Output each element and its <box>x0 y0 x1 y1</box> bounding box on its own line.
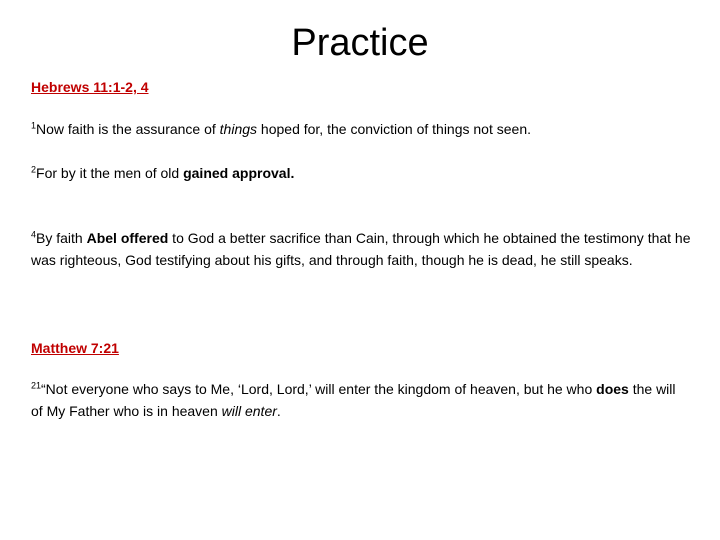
matthew-verse-21 <box>31 378 691 422</box>
verse-text-italic: things <box>219 121 258 137</box>
verse-text: . <box>276 403 281 419</box>
verse-text-bold: gained approval. <box>183 165 295 181</box>
verse-text-italic: will enter <box>221 403 277 419</box>
hebrews-reference: Hebrews 11:1-2, 4 <box>31 79 149 95</box>
verse-text: Now faith is the assurance of <box>36 121 220 137</box>
verse-text-bold: Abel offered <box>86 230 169 246</box>
hebrews-verse-1 <box>31 118 691 140</box>
verse-text: the will of My Father who is in heaven <box>31 381 676 419</box>
slide-title: Practice <box>291 22 429 64</box>
verse-text: “Not everyone who says to Me, ‘Lord, Lord,’ will enter the kingdom of heaven, but he who <box>41 381 597 397</box>
verse-text: By faith <box>36 230 87 246</box>
verse-text-bold: does <box>596 381 629 397</box>
verse-text: to God a better sacrifice than Cain, through which he obtained the testimony that he was righteous, God testifying about his gifts, and through faith, though he is dead, he still speaks. <box>31 230 691 268</box>
verse-number: 4 <box>31 229 37 240</box>
verse-number: 1 <box>31 120 37 131</box>
verse-number: 2 <box>31 164 37 175</box>
verse-text: For by it the men of old <box>36 165 184 181</box>
hebrews-verse-4 <box>31 227 691 271</box>
hebrews-verse-2 <box>31 162 691 184</box>
verse-number: 21 <box>31 380 42 391</box>
matthew-reference: Matthew 7:21 <box>31 340 119 356</box>
verse-text: hoped for, the conviction of things not seen. <box>257 121 531 137</box>
